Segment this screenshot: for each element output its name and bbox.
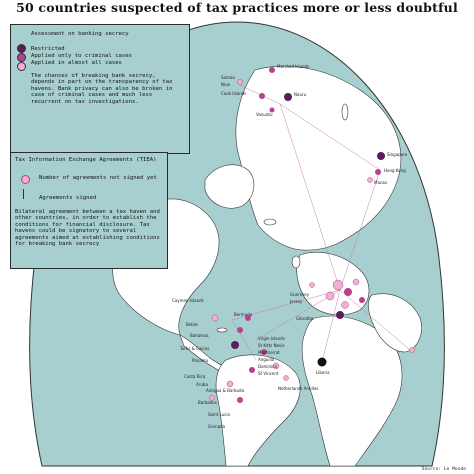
label-aruba: Aruba [196, 382, 208, 387]
label-panama: Panama [192, 358, 209, 363]
criminal-only-swatch [17, 53, 26, 62]
label-vincent: St Vincent [258, 371, 279, 376]
label-costarica: Costa Rica [184, 374, 206, 379]
tiea-legend [10, 152, 168, 269]
label-antilles: Netherlands Antilles [278, 386, 319, 391]
label-virgin: Virgin Islands [258, 336, 285, 341]
banking-legend-note: The chances of breaking bank secrecy, depends in part on the transparency of tax havens. Bank privacy can also be broken in case of criminal cases and much less recurrent on tax investigations. [31, 73, 173, 105]
marker-liberia [318, 358, 327, 367]
marker-hongkong [375, 169, 381, 175]
label-anguilla: Anguilla [258, 357, 275, 362]
marker-europe-4 [353, 279, 359, 285]
marker-singapore [377, 152, 385, 160]
marker-bahamas [237, 327, 243, 333]
banking-legend-heading: Assessment on banking secrecy [31, 31, 129, 37]
almost-all-label: Applied in almost all cases [31, 60, 122, 66]
label-jersey: Jersey [290, 299, 303, 304]
marker-europe-5 [342, 302, 349, 309]
label-bahamas: Bahamas [190, 333, 209, 338]
land-island-caribbean [217, 328, 227, 332]
label-belize: Belize [186, 322, 198, 327]
marker-cook [259, 93, 265, 99]
label-gibraltar: Gibraltar [296, 316, 314, 321]
land-island-iceland [264, 219, 276, 225]
label-marshall: Marshall Islands [277, 64, 310, 69]
signed-label: Agreements signed [39, 195, 97, 201]
banking-secrecy-legend [10, 24, 190, 154]
label-montserrat: Montserrat [258, 350, 280, 355]
not-signed-symbol [21, 175, 30, 184]
map-title: 50 countries suspected of tax practices more or less doubtful [16, 0, 458, 15]
marker-panama [231, 341, 239, 349]
label-cayman: Cayman Islands [172, 298, 204, 303]
restricted-swatch [17, 44, 26, 53]
label-macao: Macao [374, 180, 387, 185]
almost-all-swatch [17, 62, 26, 71]
marker-europe-2 [344, 288, 352, 296]
marker-caribbean-3 [284, 376, 289, 381]
tiea-legend-heading: Tax Information Exchange Agreements (TIEA) [15, 157, 157, 163]
criminal-only-label: Applied only to criminal cases [31, 53, 133, 59]
marker-caribbean-6 [237, 397, 243, 403]
label-samoa: Samoa [221, 75, 235, 80]
label-kitts: St Kitts Nevis [258, 343, 285, 348]
label-cook: Cook Islands [221, 91, 247, 96]
marker-middle-east [410, 348, 415, 353]
label-barbados: Barbados [198, 400, 217, 405]
marker-europe-3 [326, 292, 334, 300]
marker-marshall [269, 67, 275, 73]
label-saintlucia: Saint Lucia [208, 412, 230, 417]
marker-europe-6 [359, 297, 365, 303]
marker-guernsey [310, 283, 315, 288]
label-dominica: Dominica [258, 364, 277, 369]
label-grenada: Grenada [208, 424, 226, 429]
marker-cayman [212, 315, 218, 321]
marker-europe-1 [333, 280, 343, 290]
label-niue: Niue [221, 82, 231, 87]
label-vanuatu: Vanuatu [256, 112, 273, 117]
source-credit: Source: Le Monde [421, 467, 466, 472]
label-nauru: Nauru [294, 92, 307, 97]
signed-line-symbol [23, 189, 24, 199]
marker-caribbean-4 [249, 367, 255, 373]
label-bermuda: Bermuda [234, 312, 253, 317]
land-island-japan [342, 104, 348, 120]
label-hongkong: Hong Kong [384, 168, 406, 173]
land-island-uk [292, 256, 300, 268]
label-antigua: Antigua & Barbuda [206, 388, 245, 393]
marker-caribbean-5 [227, 381, 233, 387]
marker-samoa [238, 80, 243, 85]
tiea-legend-note: Bilateral agreement between a tax haven and other countries, in order to establish the conditions for financial disclosure. Tax havens could be signatory to several agreements aimed at establishing conditions for breaking bank secrecy [15, 209, 160, 248]
label-liberia: Liberia [316, 370, 330, 375]
label-singapore: Singapore [387, 152, 408, 157]
not-signed-label: Number of agreements not signed yet [39, 175, 157, 181]
marker-macao [368, 178, 373, 183]
marker-europe-7 [336, 311, 344, 319]
marker-nauru [284, 93, 292, 101]
restricted-label: Restricted [31, 46, 65, 52]
label-guernsey: Guernsey [290, 292, 310, 297]
label-turks: Turks & Caicos [180, 346, 210, 351]
